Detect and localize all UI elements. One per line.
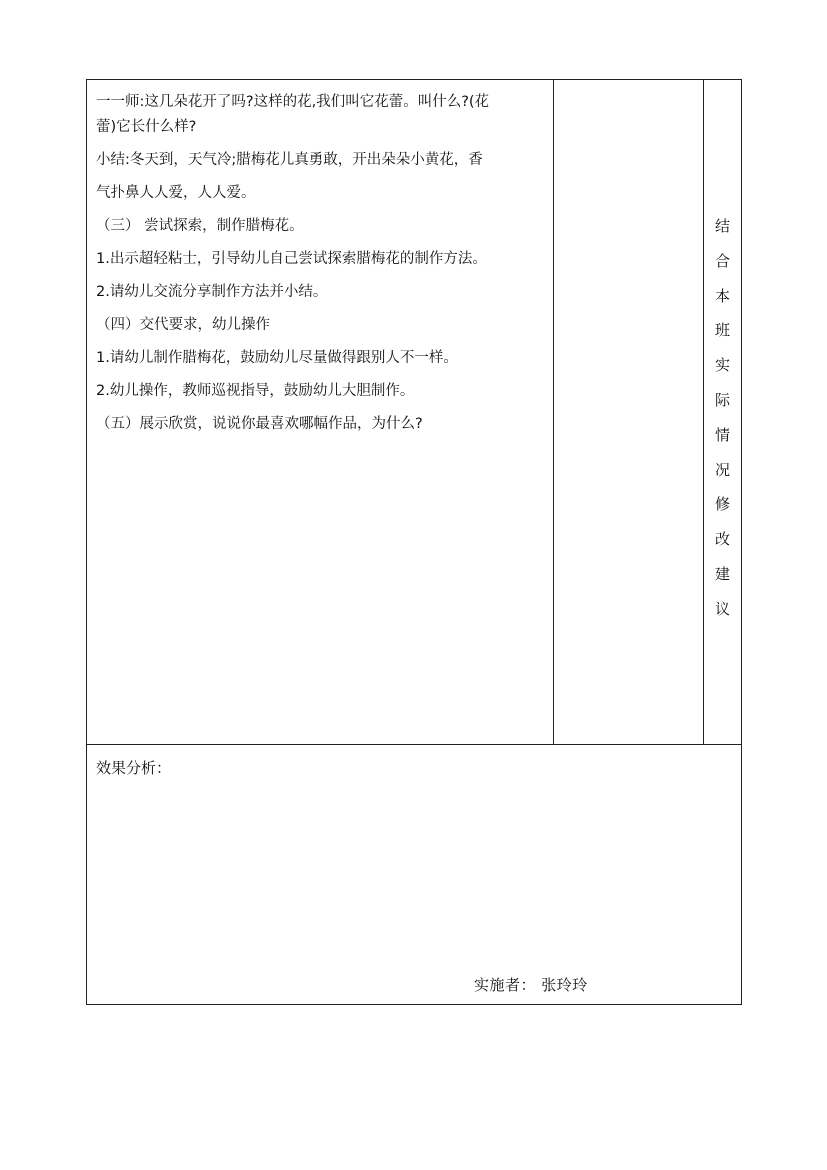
note-char: 修	[714, 495, 730, 514]
lesson-line: （五）展示欣赏，说说你最喜欢哪幅作品，为什么?	[96, 416, 423, 432]
note-char: 实	[714, 356, 730, 375]
lesson-line: （三） 尝试探索，制作腊梅花。	[96, 218, 304, 234]
lesson-table	[86, 79, 742, 1005]
lesson-line: 1.请幼儿制作腊梅花，鼓励幼儿尽量做得跟别人不一样。	[96, 350, 458, 366]
note-char: 际	[714, 390, 730, 409]
lesson-line: 2.请幼儿交流分享制作方法并小结。	[96, 284, 328, 300]
lesson-line: 气扑鼻人人爱，人人爱。	[96, 185, 256, 201]
blank-cell	[554, 80, 704, 744]
note-char: 建	[714, 564, 730, 583]
revision-note-text	[704, 209, 741, 627]
lesson-line: 小结:冬天到，天气冷;腊梅花儿真勇敢，开出朵朵小黄花，香	[96, 152, 483, 168]
lesson-line: 1.出示超轻粘士，引导幼儿自己尝试探索腊梅花的制作方法。	[96, 251, 487, 267]
lesson-row	[87, 80, 741, 745]
note-char: 情	[714, 425, 730, 444]
implementer-signature: 实施者： 张玲玲	[474, 976, 588, 994]
lesson-line: 蕾)它长什么样?	[96, 119, 197, 135]
note-char: 改	[714, 530, 730, 549]
revision-note-cell	[704, 80, 741, 744]
lesson-line: 一一师:这几朵花开了吗?这样的花,我们叫它花蕾。叫什么?(花	[96, 94, 490, 110]
lesson-line: （四）交代要求，幼儿操作	[96, 317, 270, 333]
note-char: 结	[714, 217, 730, 235]
effect-analysis-label: 效果分析：	[96, 759, 172, 777]
lesson-content-cell	[87, 80, 554, 744]
note-char: 议	[714, 599, 730, 618]
note-char: 况	[714, 460, 730, 479]
note-char: 本	[714, 286, 730, 305]
lesson-line: 2.幼儿操作，教师巡视指导，鼓励幼儿大胆制作。	[96, 383, 415, 399]
note-char: 班	[714, 321, 730, 340]
effect-analysis-row	[87, 745, 741, 1004]
note-char: 合	[714, 251, 730, 270]
